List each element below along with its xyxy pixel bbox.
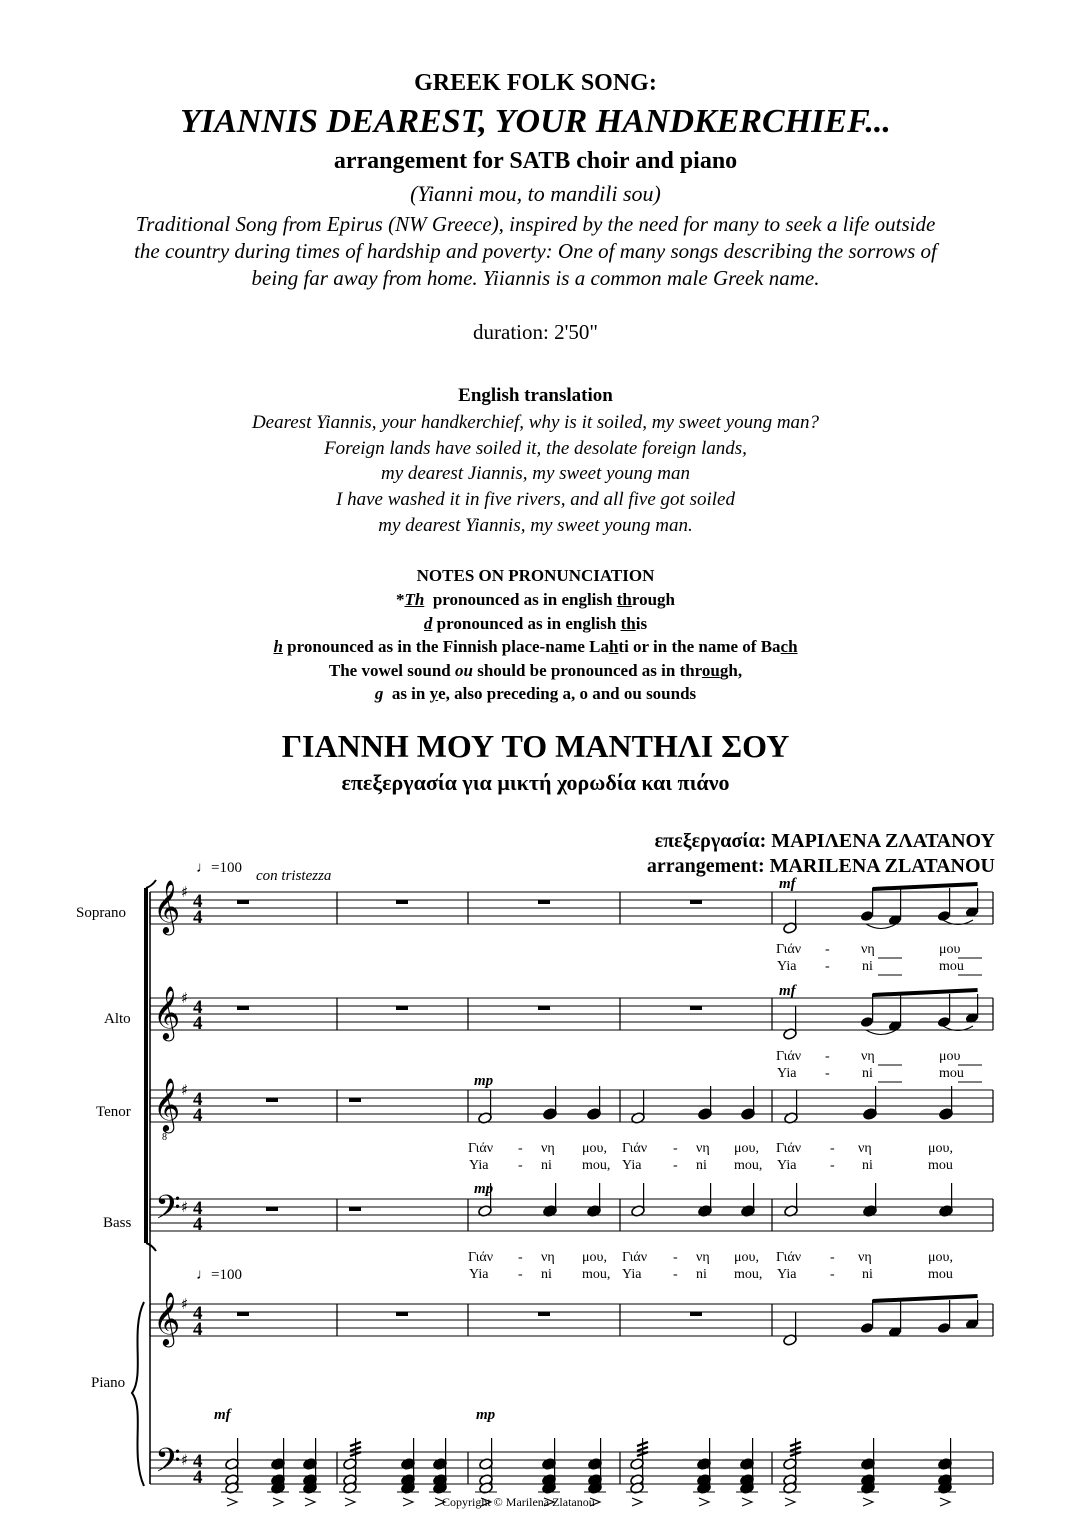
lyric: ni (696, 1267, 707, 1282)
lyric: - (673, 1158, 678, 1173)
translation-line: Dearest Yiannis, your handkerchief, why is it soiled, my sweet young man? (251, 412, 820, 433)
lyric: νη (858, 1141, 872, 1156)
description-line: the country during times of hardship and poverty: One of many songs describing the sorrows of (134, 239, 937, 263)
lyric: - (518, 1141, 523, 1156)
lyric: - (673, 1141, 678, 1156)
accent-mark (785, 1498, 795, 1506)
time-signature: 4 (193, 1105, 203, 1126)
time-signature: 4 (193, 1303, 203, 1324)
lyric: - (673, 1250, 678, 1265)
accent-mark (699, 1498, 709, 1506)
accent-mark (227, 1498, 237, 1506)
lyric: μου, (734, 1141, 759, 1156)
accent-mark (305, 1498, 315, 1506)
lyric: - (825, 1066, 830, 1081)
credit-english: arrangement: MARILENA ZLATANOU (646, 855, 995, 877)
translation-line: my dearest Jiannis, my sweet young man (380, 463, 691, 484)
pronunciation-line: *Th pronounced as in english through (395, 590, 676, 609)
lyric: - (518, 1267, 523, 1282)
tie (866, 924, 896, 929)
lyric: - (825, 1049, 830, 1064)
time-signature: 4 (193, 1214, 203, 1235)
lyric: μου (939, 942, 961, 957)
accent-mark (632, 1498, 642, 1506)
accent-mark (273, 1498, 283, 1506)
lyric: ni (862, 1267, 873, 1282)
lyric: νη (696, 1250, 710, 1265)
pronunciation-heading: NOTES ON PRONUNCIATION (416, 566, 655, 585)
whole-rest (538, 1312, 550, 1316)
translation-line: I have washed it in five rivers, and all five got soiled (336, 489, 735, 510)
greek-subtitle: επεξεργασία για μικτή χορωδία και πιάνο (341, 770, 730, 795)
credit-greek: επεξεργασία: ΜΑΡΙΛΕΝΑ ΖΛΑΤΑΝΟΥ (654, 830, 995, 852)
accent-mark (345, 1498, 355, 1506)
whole-rest (690, 900, 702, 904)
bass-clef-icon: 𝄢 (155, 1189, 181, 1235)
bracket-hook (146, 1243, 156, 1251)
description-line: Traditional Song from Epirus (NW Greece), inspired by the need for many to seek a life outside (135, 212, 936, 236)
sharp-icon: ♯ (181, 883, 189, 901)
dynamic-piano-start: mf (214, 1407, 231, 1423)
lyric: Yia (777, 959, 797, 974)
treble-clef-icon: 𝄞 (153, 1291, 181, 1345)
lyric: - (518, 1250, 523, 1265)
expression-marking: con tristezza (256, 868, 332, 884)
whole-rest (349, 1207, 361, 1211)
lyric: ni (862, 1066, 873, 1081)
lyric: - (830, 1158, 835, 1173)
sharp-icon: ♯ (181, 1198, 189, 1216)
lyric: - (673, 1267, 678, 1282)
whole-rest (396, 1006, 408, 1010)
lyric: mou, (734, 1158, 763, 1173)
lyric: - (830, 1267, 835, 1282)
lyric: Γιάν (776, 1141, 802, 1156)
lyric: νη (696, 1141, 710, 1156)
lyric: νη (861, 1049, 875, 1064)
lyric: mou (939, 959, 964, 974)
whole-rest (266, 1098, 278, 1102)
lyric: ni (696, 1158, 707, 1173)
lyric: mou (939, 1066, 964, 1081)
lyric: ni (541, 1267, 552, 1282)
lyric: μου, (734, 1250, 759, 1265)
pronunciation-line: d pronounced as in english this (423, 613, 648, 633)
whole-rest (237, 900, 249, 904)
pronunciation-line: g as in ye, also preceding a, o and ou sounds (374, 684, 697, 703)
lyric: μου, (582, 1141, 607, 1156)
pronunciation-line: The vowel sound ou should be pronounced as in through, (328, 660, 743, 680)
lyric: - (830, 1250, 835, 1265)
dynamic-bass: mp (474, 1181, 494, 1197)
lyric: mou, (734, 1267, 763, 1282)
whole-rest (396, 900, 408, 904)
lyric: νη (541, 1141, 555, 1156)
whole-rest (690, 1312, 702, 1316)
lyric: Yia (777, 1267, 797, 1282)
treble-clef-icon: 𝄞 (153, 985, 181, 1039)
whole-rest (237, 1312, 249, 1316)
lyric: Yia (622, 1158, 642, 1173)
tempo-marking: ♩=100 (196, 860, 242, 876)
treble-clef-icon: 𝄞 (153, 879, 181, 933)
lyric: νη (541, 1250, 555, 1265)
treble-clef-icon: 𝄞 (153, 1077, 181, 1131)
pronunciation-line: h pronounced as in the Finnish place-name Lahti or in the name of Bach (273, 637, 798, 656)
whole-rest (237, 1006, 249, 1010)
instrument-label-bass: Bass (103, 1215, 132, 1231)
time-signature: 4 (193, 1198, 203, 1219)
lyric: νη (861, 942, 875, 957)
time-signature: 4 (193, 1089, 203, 1110)
dynamic-soprano: mf (779, 876, 796, 892)
time-signature: 4 (193, 1319, 203, 1340)
beam (873, 990, 978, 995)
time-signature: 4 (193, 1013, 203, 1034)
whole-rest (538, 1006, 550, 1010)
lyric: Γιάν (776, 1049, 802, 1064)
lyric: mou, (582, 1158, 611, 1173)
instrument-label-tenor: Tenor (96, 1104, 131, 1120)
duration: duration: 2'50" (473, 320, 598, 344)
lyric: Γιάν (622, 1141, 648, 1156)
beam (873, 1296, 978, 1301)
time-signature: 4 (193, 891, 203, 912)
translation-line: Foreign lands have soiled it, the desolate foreign lands, (324, 438, 747, 459)
lyric: Yia (777, 1158, 797, 1173)
choir-bracket (144, 888, 148, 1243)
lyric: - (518, 1158, 523, 1173)
sharp-icon: ♯ (181, 989, 189, 1007)
lyric: - (830, 1141, 835, 1156)
tempo-marking-piano: ♩=100 (196, 1267, 242, 1283)
time-signature: 4 (193, 1451, 203, 1472)
lyric: μου (939, 1049, 961, 1064)
time-signature: 4 (193, 907, 203, 928)
lyric: mou (928, 1267, 953, 1282)
translation-line: my dearest Yiannis, my sweet young man. (378, 515, 693, 536)
dynamic-alto: mf (779, 983, 796, 999)
title: YIANNIS DEAREST, YOUR HANDKERCHIEF... (180, 103, 891, 140)
header-line: GREEK FOLK SONG: (414, 70, 657, 96)
lyric: Yia (622, 1267, 642, 1282)
lyric: Yia (777, 1066, 797, 1081)
lyric: μου, (928, 1250, 953, 1265)
lyric: Γιάν (468, 1250, 494, 1265)
piano-brace (132, 1302, 144, 1486)
lyric: μου, (582, 1250, 607, 1265)
copyright: Copyright © Marilena Zlatanou (442, 1495, 595, 1509)
lyric: Γιάν (776, 942, 802, 957)
instrument-label-piano: Piano (91, 1375, 126, 1391)
lyric: Γιάν (776, 1250, 802, 1265)
lyric: mou (928, 1158, 953, 1173)
lyric: Yia (469, 1158, 489, 1173)
beam (873, 884, 978, 889)
dynamic-tenor: mp (474, 1073, 494, 1089)
instrument-label-alto: Alto (104, 1011, 131, 1027)
sharp-icon: ♯ (181, 1295, 189, 1313)
accent-mark (403, 1498, 413, 1506)
lyric: Γιάν (468, 1141, 494, 1156)
dynamic-piano-m3: mp (476, 1407, 496, 1423)
original-title: (Yianni mou, to mandili sou) (410, 181, 661, 206)
whole-rest (690, 1006, 702, 1010)
lyric: μου, (928, 1141, 953, 1156)
accent-mark (940, 1498, 950, 1506)
lyric: Γιάν (622, 1250, 648, 1265)
accent-mark (863, 1498, 873, 1506)
sharp-icon: ♯ (181, 1081, 189, 1099)
lyric: mou, (582, 1267, 611, 1282)
octave-mark: 8 (162, 1132, 167, 1143)
instrument-label-soprano: Soprano (76, 905, 126, 921)
whole-rest (538, 900, 550, 904)
sharp-icon: ♯ (181, 1451, 189, 1469)
lyric: ni (862, 959, 873, 974)
bass-clef-icon: 𝄢 (155, 1442, 181, 1488)
subtitle: arrangement for SATB choir and piano (333, 148, 738, 174)
whole-rest (349, 1098, 361, 1102)
lyric: ni (541, 1158, 552, 1173)
whole-rest (396, 1312, 408, 1316)
lyric: Yia (469, 1267, 489, 1282)
lyric: - (825, 959, 830, 974)
lyric: ni (862, 1158, 873, 1173)
description-line: being far away from home. Yiiannis is a common male Greek name. (251, 266, 820, 290)
accent-mark (742, 1498, 752, 1506)
greek-title: ΓΙΑΝΝΗ ΜΟΥ ΤΟ ΜΑΝΤΗΛΙ ΣΟΥ (281, 728, 790, 764)
lyric: - (825, 942, 830, 957)
translation-heading: English translation (458, 385, 613, 406)
whole-rest (266, 1207, 278, 1211)
tie (866, 1030, 896, 1035)
time-signature: 4 (193, 1467, 203, 1488)
lyric: νη (858, 1250, 872, 1265)
time-signature: 4 (193, 997, 203, 1018)
